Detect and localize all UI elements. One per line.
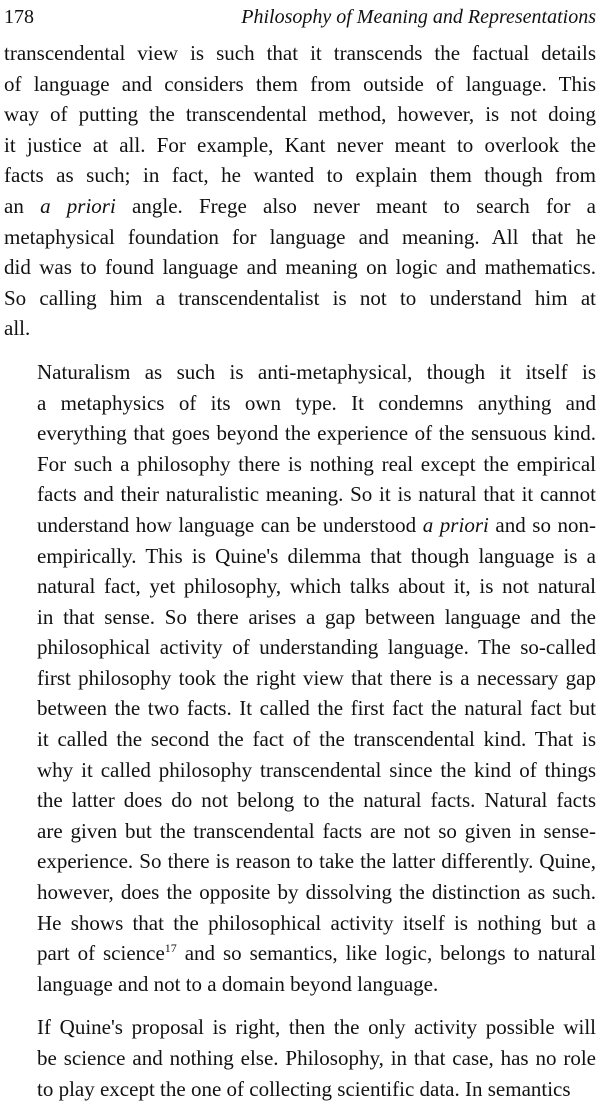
text-line: all. <box>4 316 31 341</box>
text-line: be science and nothing else. Philosophy, in that case, has no role <box>37 1046 596 1070</box>
text-line: facts and their naturalistic meaning. So it is natural that it cannot <box>37 482 596 507</box>
text-line: way of putting the transcendental method, however, is not doing <box>4 102 596 127</box>
text-line: transcendental view is such that it transcends the factual details <box>4 41 596 65</box>
running-title: Philosophy of Meaning and Representations <box>241 6 596 28</box>
text-line: first philosophy took the right view that there is a necessary gap <box>37 665 596 690</box>
text-line: If Quine's proposal is right, then the only activity possible will <box>37 1015 596 1040</box>
body-text <box>4 38 596 1104</box>
text-line: understand how language can be understood a priori and so non- <box>37 512 596 537</box>
text-line: part of science$^{17}$ and so semantics, like logic, belongs to natural <box>37 941 596 966</box>
text-line: philosophical activity of understanding language. The so-called <box>37 635 596 660</box>
paragraph-3 <box>4 1012 596 1104</box>
text-line: however, does the opposite by dissolving the distinction as such. <box>37 880 596 905</box>
text-line: language and not to a domain beyond language. <box>37 971 439 996</box>
text-line: of language and considers them from outside of language. This <box>4 71 596 96</box>
page-number: 178 <box>4 6 34 28</box>
paragraph-2 <box>4 357 596 999</box>
text-line: in that sense. So there arises a gap between language and the <box>37 604 596 629</box>
text-line: natural fact, yet philosophy, which talks about it, is not natural <box>37 574 596 599</box>
text-line: a metaphysics of its own type. It condemns anything and <box>37 390 596 415</box>
text-line: it called the second the fact of the transcendental kind. That is <box>37 727 596 752</box>
text-line: metaphysical foundation for language and meaning. All that he <box>4 224 596 249</box>
text-line: it justice at all. For example, Kant never meant to overlook the <box>4 132 596 157</box>
text-line: facts as such; in fact, he wanted to explain them though from <box>4 163 596 188</box>
text-line: everything that goes beyond the experience of the sensuous kind. <box>37 421 596 446</box>
running-head <box>4 0 596 34</box>
footnote-marker: 17 <box>164 941 177 956</box>
text-line: empirically. This is Quine's dilemma that though language is a <box>37 543 596 568</box>
paragraph-1 <box>4 38 596 344</box>
text-line: For such a philosophy there is nothing real except the empirical <box>37 451 596 476</box>
text-line: So calling him a transcendentalist is not to understand him at <box>4 285 596 310</box>
text-line: Naturalism as such is anti-metaphysical, though it itself is <box>37 359 596 384</box>
text-line: why it called philosophy transcendental since the kind of things <box>37 757 596 782</box>
text-line: between the two facts. It called the first fact the natural fact but <box>37 696 596 721</box>
text-line: did was to found language and meaning on logic and mathematics. <box>4 255 596 280</box>
text-line: are given but the transcendental facts are not so given in sense- <box>37 818 596 843</box>
text-line: experience. So there is reason to take the latter differently. Quine, <box>37 849 596 874</box>
text-line: an a priori angle. Frege also never meant to search for a <box>4 193 596 218</box>
book-page <box>4 0 596 1101</box>
text-line: to play except the one of collecting scientific data. In semantics <box>37 1076 571 1101</box>
text-line: the latter does do not belong to the natural facts. Natural facts <box>37 788 596 813</box>
text-line: He shows that the philosophical activity itself is nothing but a <box>37 910 596 935</box>
